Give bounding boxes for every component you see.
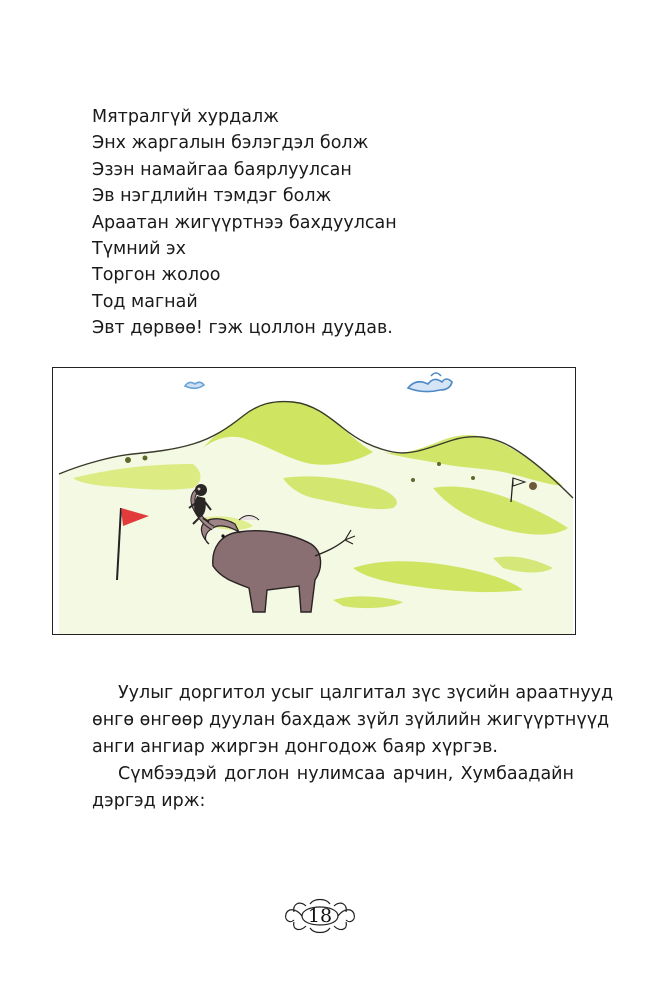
hills-drawing — [53, 368, 575, 634]
cloud-left — [185, 382, 204, 388]
poem-line: Эвт дөрвөө! гэж цоллон дуудав. — [92, 318, 393, 339]
paragraph-line: анги ангиар жиргэн донгодож баяр хүргэв. — [92, 737, 498, 757]
poem — [92, 104, 397, 342]
prose — [92, 680, 614, 815]
poem-line: Араатан жигүүртнээ бахдуулсан — [92, 212, 397, 233]
poem-line: Тод магнай — [92, 291, 198, 312]
paragraph — [92, 680, 614, 761]
paragraph-line: дэргэд ирж: — [92, 791, 206, 811]
paragraph-line: Уулыг доргитол усыг цалгитал зүс зүсийн араатнууд — [118, 683, 614, 703]
paragraph-line: өнгө өнгөөр дуулан бахдаж зүйл зүйлийн жигүүртнүүд — [92, 710, 610, 730]
paragraph — [92, 761, 574, 815]
illustration-elephant-monkey-hills — [52, 367, 576, 635]
paragraph-line: Сүмбээдэй доглон нулимсаа арчин, Хумбаадайн — [118, 764, 574, 784]
poem-line: Мятралгүй хурдалж — [92, 107, 279, 127]
page-number-ornament — [280, 894, 360, 938]
poem-line: Эв нэгдлийн тэмдэг болж — [92, 186, 332, 207]
cloud-right — [408, 373, 452, 392]
poem-line: Эзэн намайгаа баярлуулсан — [92, 159, 352, 180]
poem-line: Энх жаргалын бэлэгдэл болж — [92, 133, 369, 154]
poem-line: Түмний эх — [92, 239, 186, 260]
poem-line: Торгон жолоо — [92, 265, 221, 286]
page-number: 18 — [307, 905, 333, 927]
